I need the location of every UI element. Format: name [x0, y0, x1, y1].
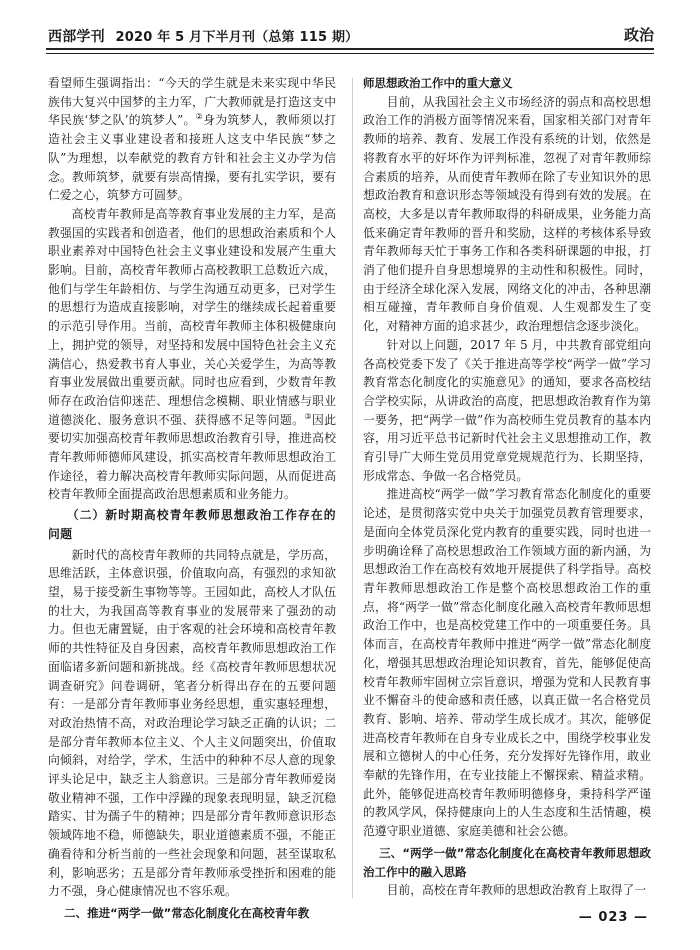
- paragraph: 目前，高校在青年教师的思想政治教育上取得了一: [386, 883, 647, 898]
- sub-heading: （二）新时期高校青年教师思想政治工作存在的问题: [48, 508, 336, 541]
- footnote-ref: ②: [195, 112, 204, 122]
- paragraph: 针对以上问题，2017 年 5 月，中共教育部党组向各高校党委下发了《关于推进高等学校“两学一做”学习教育常态化制度化的实施意见》的通知，要求各高校结合学校实际，从讲政治的高度，把思想政治教育作为第一要务，把“两学一做”作为高校师生党员教育的基本内容，用习近平总书记新时代社会主义思想推动工作，教育引导广大师生党员用党章党规规范行为、长期坚持，形成常态、争做一名合格党员。: [363, 337, 651, 483]
- column-divider: [352, 78, 353, 898]
- page-number: — 023 —: [578, 910, 648, 925]
- header-thick-rule: [46, 48, 654, 50]
- paragraph: 目前，从我国社会主义市场经济的弱点和高校思想政治工作的消极方面等情况来看，国家相关部门对青年教师的培养、教育、发展工作没有系统的计划，依然是将教育水平的好坏作为评判标准，忽视了对青年教师综合素质的培养，从而使青年教师在除了专业知识外的思想政治教育和意识形态等领域没有得到有效的发展。在高校，大多是以青年教师取得的科研成果，业务能力高低来确定青年教师的晋升和奖励，这样的考核体系导致青年教师每天忙于事务工作和各类科研课题的申报，打消了他们提升自身思想境界的主动性和积极性。同时，由于经济全球化深入发展，网络文化的冲击，各种思潮相互碰撞，青年教师自身价值观、人生观都发生了变化，对精神方面的追求甚少，政治理想信念逐步淡化。: [363, 94, 651, 334]
- right-column: [363, 74, 651, 900]
- issue-info: 2020 年 5 月下半月刊（总第 115 期）: [115, 30, 359, 45]
- page-header: [46, 18, 654, 58]
- masthead: [48, 26, 358, 46]
- journal-logo: 西部学刊: [48, 29, 105, 45]
- footnote-ref: ③: [304, 411, 312, 421]
- section-heading: 二、推进“两学一做”常态化制度化在高校青年教: [64, 905, 310, 920]
- section-label: 政治: [623, 26, 654, 44]
- section-heading-continued: 师思想政治工作中的重大意义: [363, 76, 513, 90]
- header-thin-rule: [46, 53, 654, 54]
- paragraph: 高校青年教师是高等教育事业发展的主力军，是高教强国的实践者和创造者，他们的思想政治素质和个人职业素养对中国特色社会主义事业建设和发展产生重大影响。目前，高校青年教师占高校教职工总数近六成，他们与学生年龄相仿、与学生沟通互动更多，已对学生的思想行为造成直接影响，对学生的继续成长起着重要的示范引导作用。当前，高校青年教师主体积极健康向上，拥护党的领导，对坚持和发展中国特色社会主义充满信心，热爱教书育人事业，关心关爱学生，为高等教育事业发展做出重要贡献。同时也应看到，少数青年教师存在政治信仰迷茫、理想信念模糊、职业情感与职业道德淡化、服务意识不强、获得感不足等问题。③因此要切实加强高校青年教师思想政治教育引导，推进高校青年教师师德师风建设，抓实高校青年教师思想政治工作途径，着力解决高校青年教师实际问题，从而促进高校青年教师全面提高政治思想素质和业务能力。: [48, 206, 336, 502]
- section-heading: 三、“两学一做”常态化制度化在高校青年教师思想政治工作中的融入思路: [363, 845, 651, 879]
- paragraph: 看望师生强调指出：“今天的学生就是未来实现中华民族伟大复兴中国梦的主力军，广大教师就是打造这支中华民族‘梦之队’的筑梦人”。②身为筑梦人，教师须以打造社会主义事业建设者和接班人这支中华民族“梦之队”为理想，以奉献党的教育方针和社会主义办学为信念。教师筑梦，就要有崇高情操，要有扎实学识，要有仁爱之心，筑梦方可圆梦。: [48, 76, 336, 203]
- paragraph: 新时代的高校青年教师的共同特点就是，学历高，思维活跃，主体意识强，价值取向高，有强烈的求知欲望，易于接受新生事物等等。王园如此，高校人才队伍的壮大，为我国高等教育事业的发展带来了强劲的动力。但也无庸置疑，由于客观的社会环境和高校青年教师的共性特征及自身因素，高校青年教师思想政治工作面临诸多新问题和新挑战。经《高校青年教师思想状况调查研究》问卷调研，笔者分析得出存在的五要问题有：一是部分青年教师事业务经思想，重实惠轻理想，对政治热情不高，对政治理论学习缺乏正确的认识；二是部分青年教师本位主义、个人主义问题突出，价值取向倾斜，对给学，学术，生活中的种种不尽人意的现象评头论足中，缺乏主人翁意识。三是部分青年教师爱岗敬业精神不强，工作中浮躁的现象表现明显，缺乏沉稳踏实、甘为孺子牛的精神；四是部分青年教师意识形态领域阵地不稳，师德缺失，职业道德素质不强，不能正确看待和分析当前的一些社会现象和问题，甚至谋取私利，影响恶劣；五是部分青年教师承受挫折和困难的能力不强，身心健康情况也不容乐观。: [48, 547, 336, 899]
- left-column: [48, 74, 336, 923]
- paragraph: 推进高校“两学一做”学习教育常态化制度化的重要论述，是贯彻落实党中央关于加强党员教育管理要求，是面向全体党员深化党内教育的重要实践，同时也进一步明确诠释了高校思想政治工作领域方面的新内涵，为思想政治工作在高校有效地开展提供了科学指导。高校青年教师思想政治工作是整个高校思想政治工作的重点，将“两学一做”常态化制度化融入高校青年教师思想政治工作中，也是高校党建工作中的一项重要任务。具体而言，在高校青年教师中推进“两学一做”常态化制度化，增强其思想政治理论知识教育，首先，能够促使高校青年教师牢固树立宗旨意识，增强为党和人民教育事业不懈奋斗的使命感和责任感，以真正做一名合格党员教育、影响、培养、带动学生成长成才。其次，能够促进高校青年教师在自身专业成长之中，围绕学校事业发展和立德树人的中心任务，充分发挥好先锋作用，敢业奉献的先锋作用，在专业技能上不懈探索、精益求精。此外，能够促进高校青年教师明德修身，秉持科学严谨的教风学风，保持健康向上的人生态度和生活情趣，模范遵守职业道德、家庭美德和社会公德。: [363, 487, 651, 839]
